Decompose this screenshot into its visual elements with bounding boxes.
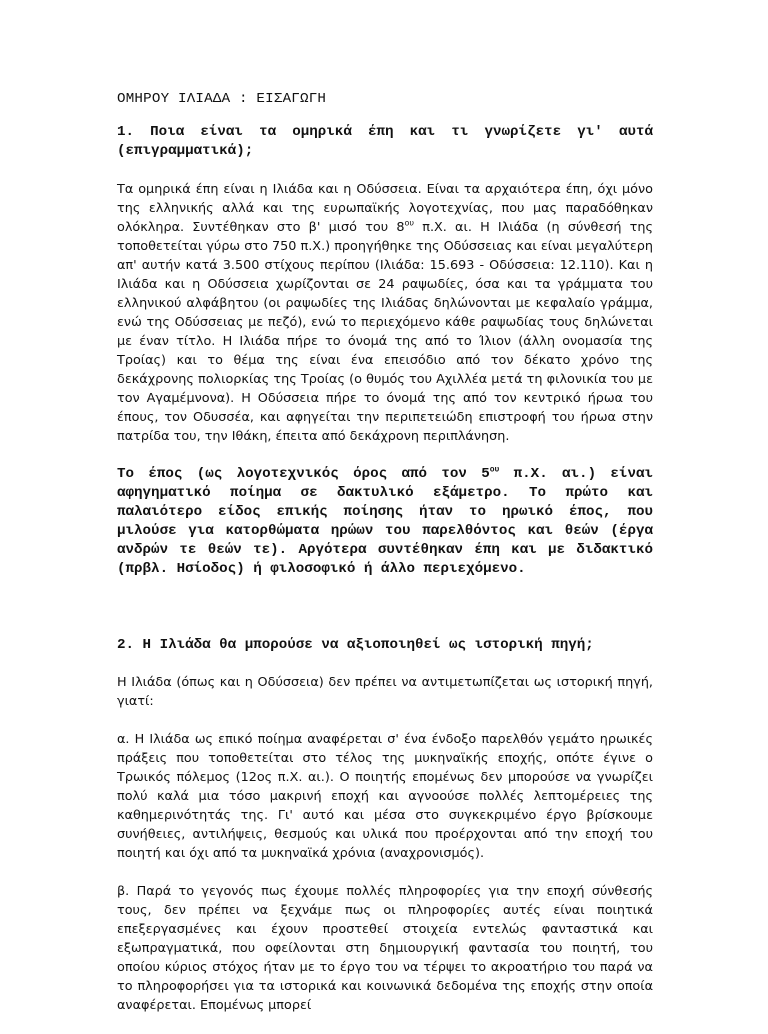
paragraph-5: β. Παρά το γεγονός πως έχουμε πολλές πληροφορίες για την εποχή σύνθεσής τους, δεν πρέπει να ξεχνάμε πως οι πληροφορίες αυτές είναι ποιητικά επεξεργασμένες και έχουν προστεθεί στοιχεία εντελώς φανταστικά και εξωπραγματικά, που οφείλονται στη δημιουργική φαντασία του ποιητή, του οποίου κύριος στόχος ήταν με το έργο του να τέρψει το ακροατήριο του παρά να το πληροφορήσει για τα ιστορικά και κοινωνικά δεδομένα της εποχής στην οποία αναφέρεται. Επομένως μπορεί bbox=[117, 884, 653, 1013]
paragraph-4: α. Η Ιλιάδα ως επικό ποίημα αναφέρεται σ' ένα ένδοξο παρελθόν γεμάτο ηρωικές πράξεις που τοποθετείται στο τέλος της μυκηναϊκής εποχής, οπότε έγινε ο Τρωικός πόλεμος (12ος π.Χ. αι.). Ο ποιητής επομένως δεν μπορούσε να γνωρίζει πολύ καλά μια τόσο μακρινή εποχή και αγνοούσε πολλές λεπτομέρειες της καθημερινότητάς της. Γι' αυτό και μέσα στο συγκεκριμένο έργο βρίσκουμε συνήθειες, αντιλήψεις, θεσμούς και υλικά που προέρχονται από την εποχή του ποιητή και όχι από τα μυκηναϊκά χρόνια (αναχρονισμός). bbox=[117, 732, 653, 861]
paragraph-1-part-b: π.Χ. αι. Η Ιλιάδα (η σύνθεσή της τοποθετείται γύρω στο 750 π.Χ.) προηγήθηκε της Οδύσσειας και είναι μεγαλύτερη απ' αυτήν κατά 3.500 στίχους περίπου (Ιλιάδα: 15.693 - Οδύσσεια: 12.110). Και η Ιλιάδα και η Οδύσσεια χωρίζονται σε 24 ραψωδίες, όσα και τα γράμματα του ελληνικού αλφάβητου (οι ραψωδίες της Ιλιάδας δηλώνονται με κεφαλαίο γράμμα, ενώ της Οδύσσειας με πεζό), ενώ το περιεχόμενο κάθε ραψωδίας τους δηλώνεται με έναν τίτλο. Η Ιλιάδα πήρε το όνομά της από το Ίλιον (άλλη ονομασία της Τροίας) και το θέμα της είναι ένα επεισόδιο από τον δέκατο χρόνο της δεκάχρονης πολιορκίας της Τροίας (ο θυμός του Αχιλλέα μετά τη φιλονικία του με τον Αγαμέμνονα). Η Οδύσσεια πήρε το όνομά της από τον κεντρικό ήρωα του έπους, τον Οδυσσέα, και αφηγείται την περιπετειώδη επιστροφή του ήρωα στην πατρίδα του, την Ιθάκη, έπειτα από δεκάχρονη περιπλάνηση. bbox=[117, 220, 653, 444]
paragraph-3: Η Ιλιάδα (όπως και η Οδύσσεια) δεν πρέπει να αντιμετωπίζεται ως ιστορική πηγή, γιατί: bbox=[117, 675, 653, 709]
paragraph-1-part-a: Τα ομηρικά έπη είναι η Ιλιάδα και η Οδύσσεια. Είναι τα αρχαιότερα έπη, όχι μόνο της ελληνικής αλλά και της ευρωπαϊκής λογοτεχνίας, που μας παραδόθηκαν ολόκληρα. Συντέθηκαν στο β' μισό του 8 bbox=[117, 182, 653, 235]
paragraph-1-superscript: ου bbox=[404, 218, 415, 228]
paragraph-1 bbox=[117, 180, 653, 446]
document-page bbox=[117, 89, 653, 1034]
section-spacer bbox=[117, 598, 653, 636]
document-title: ΟΜΗΡΟΥ ΙΛΙΑΔΑ : ΕΙΣΑΓΩΓΗ bbox=[117, 91, 327, 107]
paragraph-2-part-b: π.Χ. αι.) είναι αφηγηματικό ποίημα σε δακτυλικό εξάμετρο. Το πρώτο και παλαιότερο είδος επικής ποίησης ήταν το ηρωικό έπος, που μιλούσε για κατορθώματα ηρώων του παρελθόντος και θεών (έργα ανδρών τε θεών τε). Αργότερα συντέθηκαν έπη και με διδακτικό (πρβλ. Ησίοδος) ή φιλοσοφικό ή άλλο περιεχόμενο. bbox=[117, 466, 653, 577]
question-2: 2. Η Ιλιάδα θα μπορούσε να αξιοποιηθεί ως ιστορική πηγή; bbox=[117, 637, 594, 653]
paragraph-2-part-a: Το έπος (ως λογοτεχνικός όρος από τον 5 bbox=[117, 466, 490, 482]
paragraph-2-superscript: ου bbox=[489, 465, 500, 475]
paragraph-2 bbox=[117, 465, 653, 579]
question-1: 1. Ποια είναι τα ομηρικά έπη και τι γνωρίζετε γι' αυτά (επιγραμματικά); bbox=[117, 124, 653, 159]
